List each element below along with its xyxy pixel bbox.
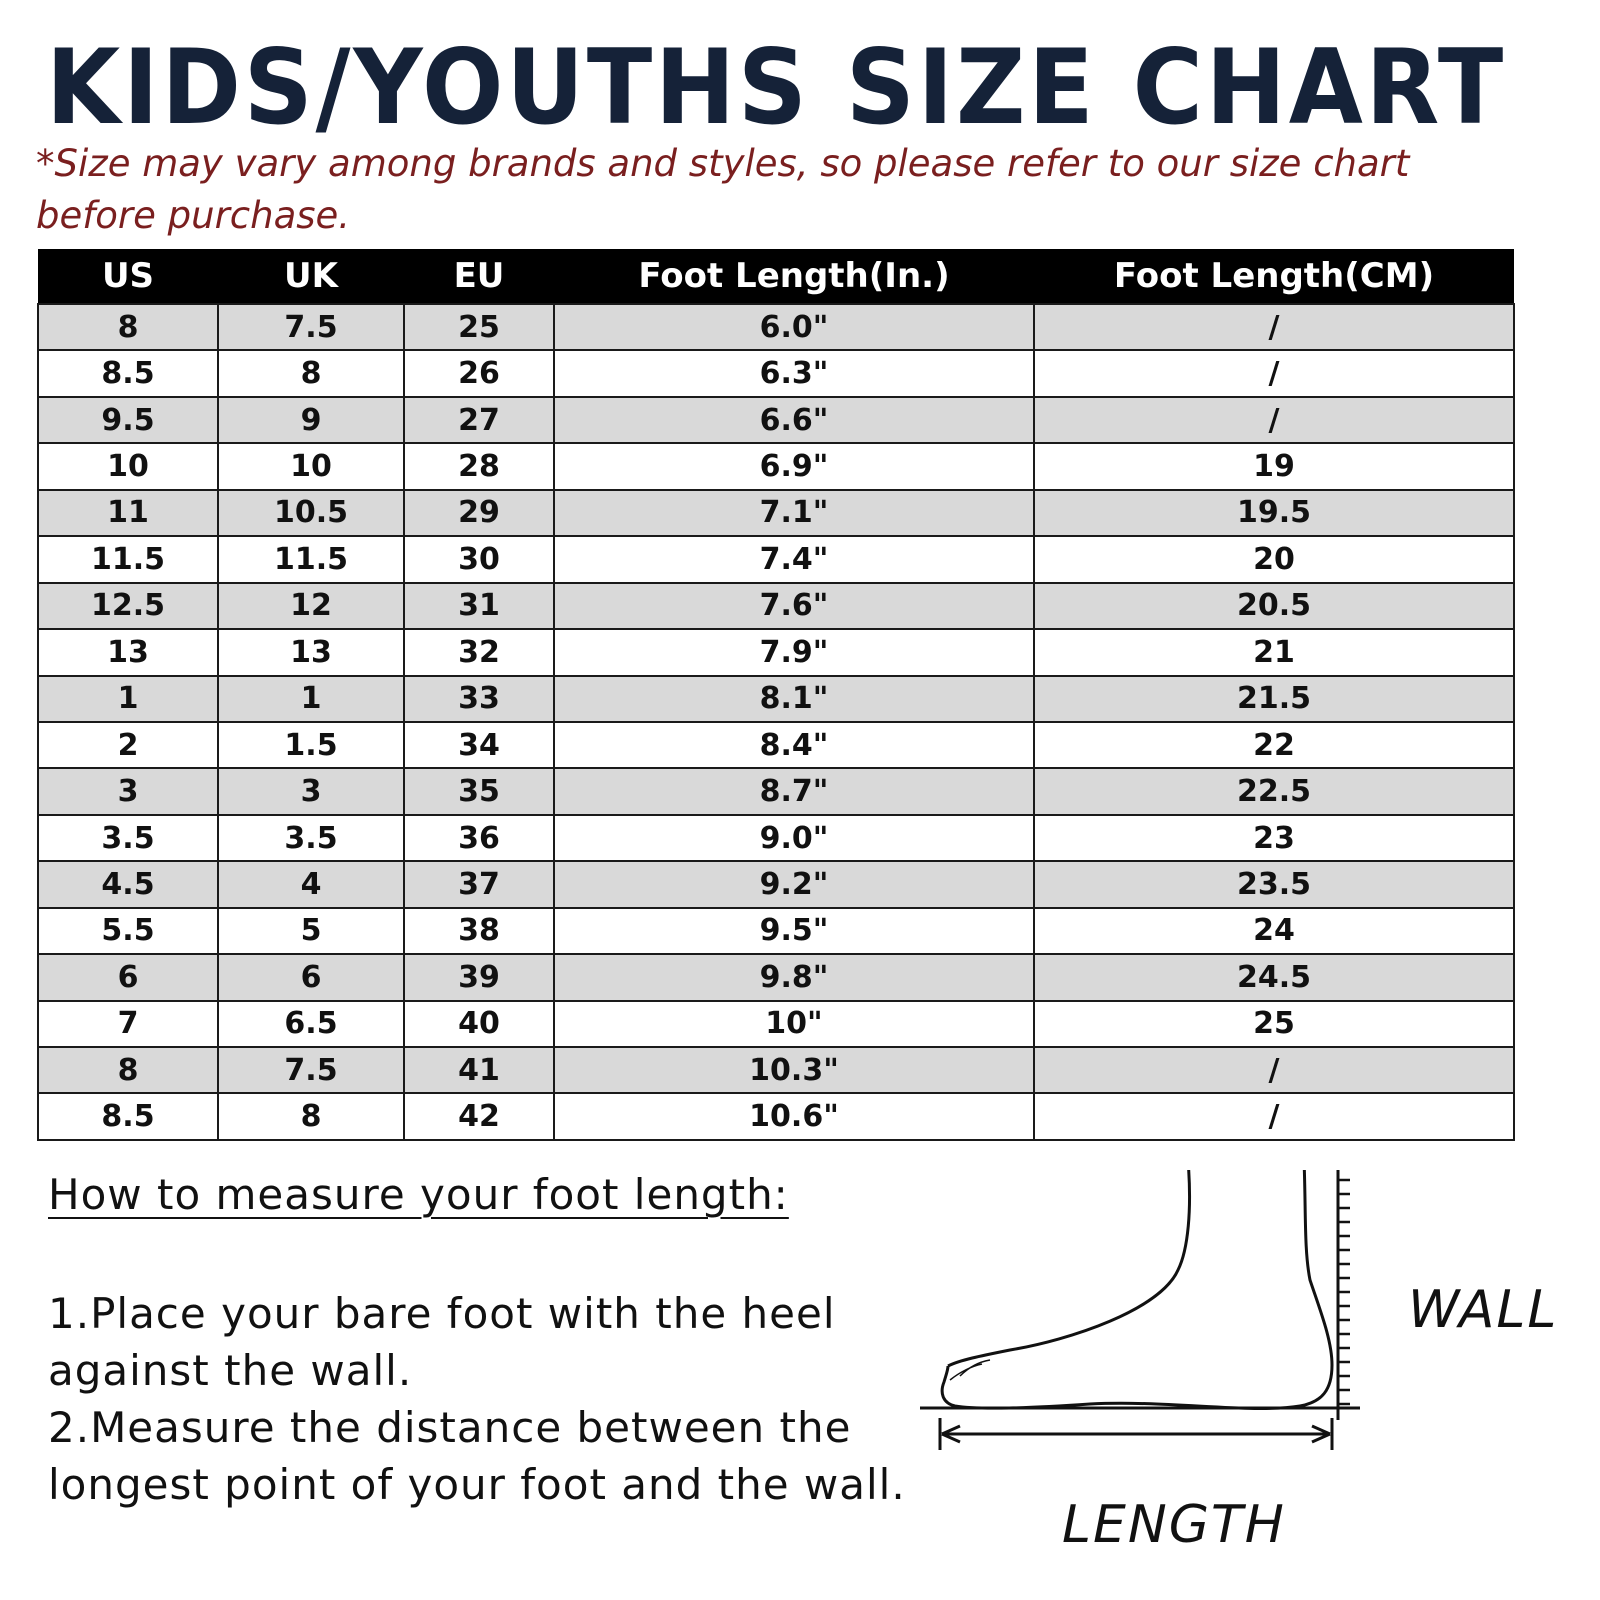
table-row [38, 861, 1514, 907]
measure-step-1: 1.Place your bare foot with the heel against the wall. [48, 1289, 836, 1395]
table-row [38, 1093, 1514, 1140]
uk-size-cell: 8 [218, 350, 404, 396]
uk-size-cell: 11.5 [218, 536, 404, 582]
page-title: KIDS/YOUTHS SIZE CHART [46, 28, 1507, 148]
foot-length-in-cell: 10" [554, 1001, 1034, 1047]
foot-length-in-cell: 8.7" [554, 768, 1034, 814]
foot-length-in-cell: 9.2" [554, 861, 1034, 907]
eu-size-cell: 32 [404, 629, 554, 675]
uk-size-cell: 1 [218, 676, 404, 722]
table-row [38, 1001, 1514, 1047]
table-row [38, 954, 1514, 1000]
foot-length-cm-cell: 24.5 [1034, 954, 1514, 1000]
eu-size-cell: 34 [404, 722, 554, 768]
column-header-eu: EU [404, 249, 554, 304]
us-size-cell: 2 [38, 722, 218, 768]
uk-size-cell: 5 [218, 908, 404, 954]
wall-ruler-ticks [1338, 1180, 1350, 1404]
foot-length-cm-cell: / [1034, 1047, 1514, 1093]
foot-length-in-cell: 6.0" [554, 304, 1034, 350]
us-size-cell: 11 [38, 490, 218, 536]
foot-length-cm-cell: 23 [1034, 815, 1514, 861]
eu-size-cell: 31 [404, 583, 554, 629]
eu-size-cell: 40 [404, 1001, 554, 1047]
foot-length-cm-cell: 19 [1034, 443, 1514, 489]
foot-length-cm-cell: 25 [1034, 1001, 1514, 1047]
foot-length-in-cell: 10.3" [554, 1047, 1034, 1093]
measure-step-2: 2.Measure the distance between the longest point of your foot and the wall. [48, 1403, 906, 1509]
foot-length-in-cell: 6.6" [554, 397, 1034, 443]
uk-size-cell: 1.5 [218, 722, 404, 768]
foot-length-in-cell: 8.4" [554, 722, 1034, 768]
column-header-foot-length-in: Foot Length(In.) [554, 249, 1034, 304]
eu-size-cell: 41 [404, 1047, 554, 1093]
foot-length-in-cell: 9.8" [554, 954, 1034, 1000]
column-header-uk: UK [218, 249, 404, 304]
eu-size-cell: 29 [404, 490, 554, 536]
size-chart-table [37, 249, 1515, 1141]
foot-length-in-cell: 6.9" [554, 443, 1034, 489]
foot-length-cm-cell: 20 [1034, 536, 1514, 582]
foot-length-cm-cell: / [1034, 304, 1514, 350]
uk-size-cell: 6.5 [218, 1001, 404, 1047]
uk-size-cell: 7.5 [218, 304, 404, 350]
column-header-us: US [38, 249, 218, 304]
foot-length-in-cell: 7.9" [554, 629, 1034, 675]
eu-size-cell: 37 [404, 861, 554, 907]
uk-size-cell: 7.5 [218, 1047, 404, 1093]
eu-size-cell: 26 [404, 350, 554, 396]
foot-length-cm-cell: 23.5 [1034, 861, 1514, 907]
us-size-cell: 5.5 [38, 908, 218, 954]
foot-length-in-cell: 7.4" [554, 536, 1034, 582]
us-size-cell: 6 [38, 954, 218, 1000]
column-header-foot-length-cm: Foot Length(CM) [1034, 249, 1514, 304]
table-row [38, 304, 1514, 350]
wall-label: WALL [1408, 1280, 1559, 1340]
table-row [38, 768, 1514, 814]
foot-length-in-cell: 8.1" [554, 676, 1034, 722]
us-size-cell: 10 [38, 443, 218, 489]
table-row [38, 443, 1514, 489]
us-size-cell: 1 [38, 676, 218, 722]
measure-steps [48, 1285, 928, 1513]
foot-length-in-cell: 6.3" [554, 350, 1034, 396]
eu-size-cell: 39 [404, 954, 554, 1000]
us-size-cell: 8 [38, 304, 218, 350]
uk-size-cell: 9 [218, 397, 404, 443]
us-size-cell: 3.5 [38, 815, 218, 861]
foot-length-cm-cell: / [1034, 1093, 1514, 1140]
foot-length-cm-cell: 22 [1034, 722, 1514, 768]
eu-size-cell: 30 [404, 536, 554, 582]
us-size-cell: 8 [38, 1047, 218, 1093]
foot-length-cm-cell: 19.5 [1034, 490, 1514, 536]
table-row [38, 583, 1514, 629]
uk-size-cell: 10.5 [218, 490, 404, 536]
eu-size-cell: 33 [404, 676, 554, 722]
table-row [38, 536, 1514, 582]
foot-length-cm-cell: 22.5 [1034, 768, 1514, 814]
uk-size-cell: 4 [218, 861, 404, 907]
table-row [38, 676, 1514, 722]
us-size-cell: 8.5 [38, 1093, 218, 1140]
uk-size-cell: 13 [218, 629, 404, 675]
foot-length-cm-cell: / [1034, 397, 1514, 443]
foot-length-cm-cell: 20.5 [1034, 583, 1514, 629]
uk-size-cell: 3 [218, 768, 404, 814]
us-size-cell: 7 [38, 1001, 218, 1047]
eu-size-cell: 25 [404, 304, 554, 350]
us-size-cell: 4.5 [38, 861, 218, 907]
foot-length-in-cell: 9.5" [554, 908, 1034, 954]
size-table-header-row [38, 249, 1514, 304]
table-row [38, 490, 1514, 536]
foot-length-in-cell: 9.0" [554, 815, 1034, 861]
length-label: LENGTH [1062, 1495, 1286, 1555]
table-row [38, 815, 1514, 861]
table-row [38, 350, 1514, 396]
eu-size-cell: 42 [404, 1093, 554, 1140]
us-size-cell: 3 [38, 768, 218, 814]
foot-length-in-cell: 7.1" [554, 490, 1034, 536]
us-size-cell: 12.5 [38, 583, 218, 629]
table-row [38, 629, 1514, 675]
measure-heading: How to measure your foot length: [48, 1170, 789, 1219]
us-size-cell: 8.5 [38, 350, 218, 396]
eu-size-cell: 35 [404, 768, 554, 814]
table-row [38, 397, 1514, 443]
eu-size-cell: 27 [404, 397, 554, 443]
foot-length-cm-cell: 21.5 [1034, 676, 1514, 722]
foot-length-cm-cell: / [1034, 350, 1514, 396]
us-size-cell: 9.5 [38, 397, 218, 443]
eu-size-cell: 28 [404, 443, 554, 489]
foot-outline-front [948, 1170, 1190, 1366]
table-row [38, 722, 1514, 768]
uk-size-cell: 3.5 [218, 815, 404, 861]
table-row [38, 908, 1514, 954]
uk-size-cell: 8 [218, 1093, 404, 1140]
us-size-cell: 13 [38, 629, 218, 675]
size-disclaimer-note: *Size may vary among brands and styles, so please refer to our size chart before purchase. [36, 142, 1410, 237]
foot-outline-heel [942, 1170, 1332, 1409]
uk-size-cell: 12 [218, 583, 404, 629]
uk-size-cell: 10 [218, 443, 404, 489]
foot-length-in-cell: 7.6" [554, 583, 1034, 629]
eu-size-cell: 36 [404, 815, 554, 861]
eu-size-cell: 38 [404, 908, 554, 954]
foot-length-cm-cell: 21 [1034, 629, 1514, 675]
size-table-body [38, 304, 1514, 1140]
uk-size-cell: 6 [218, 954, 404, 1000]
table-row [38, 1047, 1514, 1093]
foot-length-cm-cell: 24 [1034, 908, 1514, 954]
foot-length-in-cell: 10.6" [554, 1093, 1034, 1140]
us-size-cell: 11.5 [38, 536, 218, 582]
